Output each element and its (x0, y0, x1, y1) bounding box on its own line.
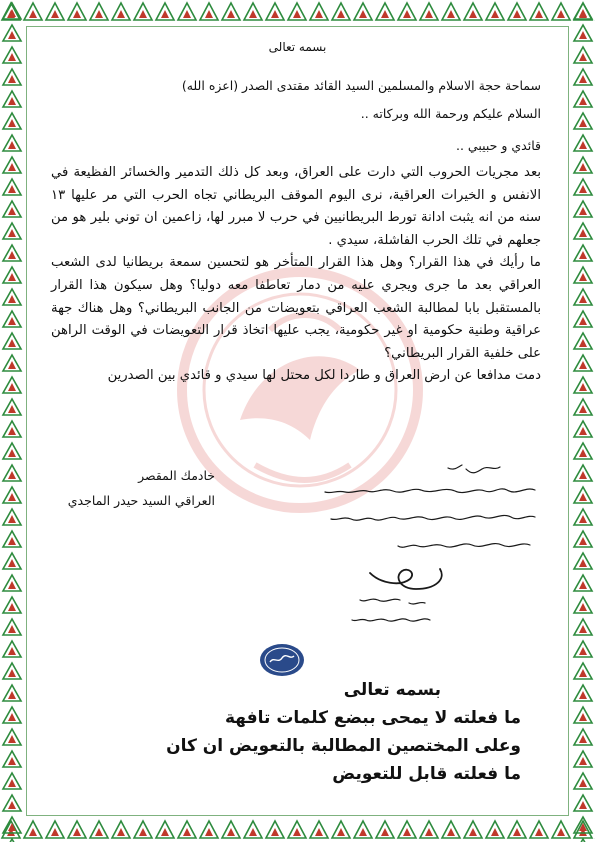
handwriting-stroke (325, 489, 535, 493)
handwriting-stroke (370, 569, 442, 589)
body-paragraph-3: دمت مدافعا عن ارض العراق و طاردا لكل محتل لها سيدي و قائدي بين الصدرين (107, 368, 541, 384)
handwriting-stroke (398, 544, 530, 548)
salutation-line: قائدي و حبيبي .. (456, 138, 541, 153)
body-paragraph-1: بعد مجريات الحروب التي دارت على العراق، وبعد كل ذلك التدمير والخسائر الفظيعة في الانفس و الخيرات العراقية، نرى اليوم الموقف البريطاني تجاه الحرب التي مر عليها ١٣ سنه من انه يثبت ادانة تورط البريطانيين في حرب لا مبرر لها، زاعمين ان توني بلير هو من جعلهم في تلك الحرب الفاشلة، سيدي . (51, 165, 541, 248)
handwriting-stroke (360, 599, 425, 604)
sender-name: العراقي السيد حيدر الماجدي (67, 493, 215, 508)
sender-title: خادمك المقصر (138, 468, 215, 483)
sender-signature-block (68, 468, 215, 508)
border-pattern-left (0, 0, 24, 842)
greeting-line: السلام عليكم ورحمة الله وبركاته .. (360, 106, 541, 121)
decorative-border-top (0, 0, 595, 24)
letter-page (34, 30, 561, 814)
reply-line-2: وعلى المختصين المطالبة بالتعويض ان كان (166, 736, 521, 756)
decorative-border-left (0, 0, 24, 842)
handwriting-stroke (331, 515, 535, 520)
decorative-border-bottom (0, 818, 595, 842)
border-pattern-bottom (0, 818, 595, 842)
border-pattern-right (571, 0, 595, 842)
handwriting-stroke (448, 465, 500, 473)
reply-title: بسمه تعالى (343, 680, 441, 700)
handwriting-stroke (352, 619, 430, 621)
letter-basmala: بسمه تعالى (268, 40, 327, 54)
handwritten-reply-signature (250, 455, 540, 655)
reply-block (166, 680, 521, 792)
seal-stamp-icon (258, 642, 306, 678)
border-pattern-top (0, 0, 595, 24)
reply-line-1: ما فعلته لا يمحى ببضع كلمات تافهة (224, 708, 521, 728)
body-paragraph-2: ما رأيك في هذا القرار؟ وهل هذا القرار المتأخر هو لتحسين سمعة بريطانيا لدى الشعب العراقي بعد ما جرى ويجري عليه من دمار تعاطفا معه دوليا؟ وهل سيكون هذا القرار بالمستقبل بابا لمطالبة الشعب العراقي بتعويضات من الجانب البريطاني؟ وهل هناك جهة عراقية وطنية حكومية او غير حكومية، يجب عليها اتخاذ قرار التعويضات في الوقت الراهن على خلفية القرار البريطاني؟ (51, 255, 541, 361)
decorative-border-right (571, 0, 595, 842)
reply-line-3: ما فعلته قابل للتعويض (332, 764, 521, 784)
address-line: سماحة حجة الاسلام والمسلمين السيد القائد مقتدى الصدر (اعزه الله) (181, 78, 541, 93)
letter-body (51, 162, 541, 388)
